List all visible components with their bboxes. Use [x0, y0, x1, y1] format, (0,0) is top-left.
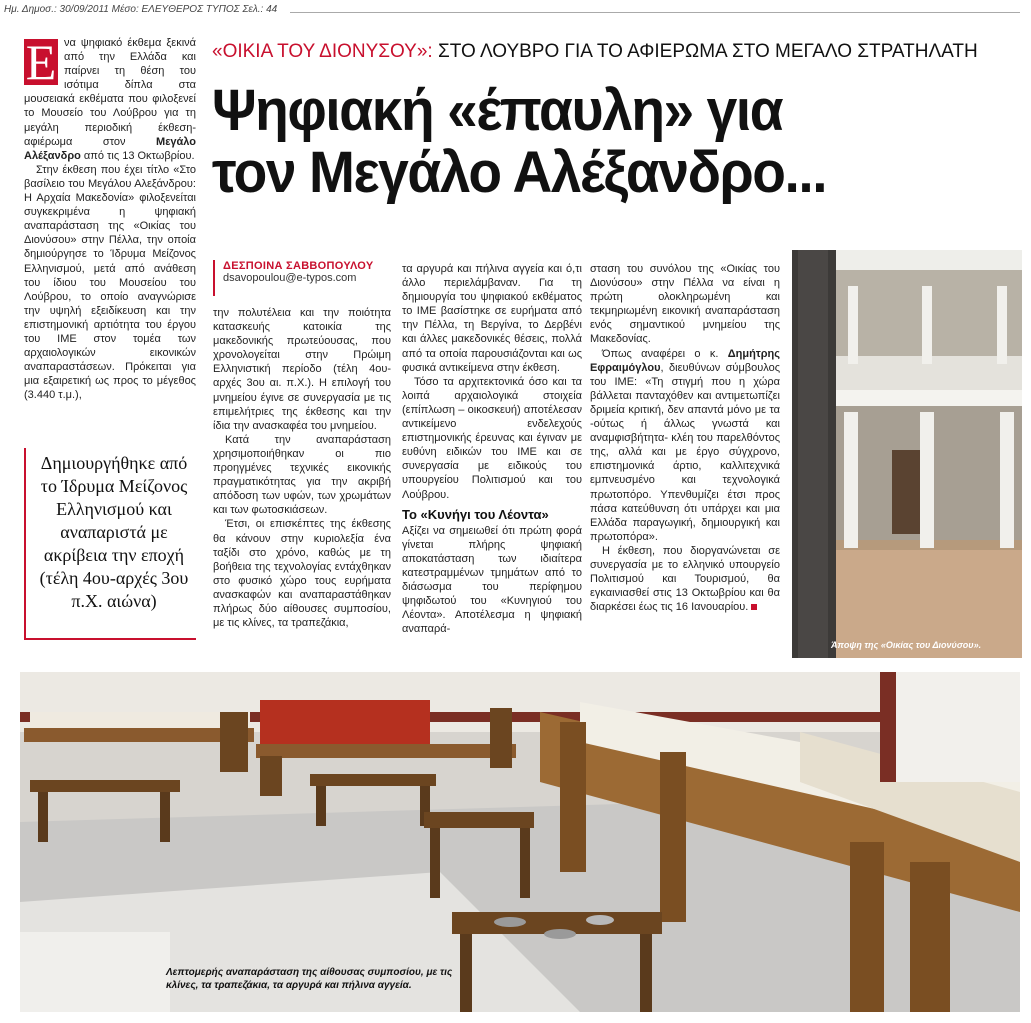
paragraph: Έτσι, οι επισκέπτες της έκθεσης θα κάνουν στην κυριολεξία ένα ταξίδι στο χρόνο, καθώς με τη βοήθεια της τεχνολογίας εντάχθηκαν στο φυσικό χώρο τους ευρήματα ανασκαφών και αναπαραστάθηκαν πλήρως δύο αίθουσες συμποσίου, με τις κλίνες, τα τραπεζάκια,	[213, 518, 391, 630]
text-run: να ψηφιακό έκθεμα ξεκινά από την Ελλάδα και παίρνει τη θέση του ισότιμα δίπλα στα μουσειακά εκθέματα που φιλοξενεί το Μουσείο του Λούβρου για τη μεγάλη περιοδική έκθεση-αφιέρωμα στον	[24, 37, 196, 148]
kicker-text: ΣΤΟ ΛΟΥΒΡΟ ΓΙΑ ΤΟ ΑΦΙΕΡΩΜΑ ΣΤΟ ΜΕΓΑΛΟ ΣΤΡΑΤΗΛΑΤΗ	[432, 41, 978, 62]
kicker-highlight: «ΟΙΚΙΑ ΤΟΥ ΔΙΟΝΥΣΟΥ»:	[212, 41, 433, 62]
text-run: Όπως αναφέρει ο κ.	[602, 347, 728, 360]
paragraph: σταση του συνόλου της «Οικίας του Διονύσου» στην Πέλλα να είναι η πρώτη ολοκληρωμένη και τεκμηριωμένη εικονική αναπαράσταση ενός σημαντικού μνημείου της Μακεδονίας.	[590, 263, 780, 346]
paragraph: Αξίζει να σημειωθεί ότι πρώτη φορά γίνεται πλήρης ψηφιακή αποκατάσταση των ιδιαίτερα κατεστραμμένων τμημάτων από το διάσωσμα του περίφημου ψηφιδωτού του «Κυνηγιού του Λέοντα». Αποτέλεσμα η ψηφιακή αναπαρά-	[402, 524, 582, 636]
paragraph: Κατά την αναπαράσταση χρησιμοποιήθηκαν οι πιο προηγμένες τεχνικές εικονικής πραγματικότητας για την ακριβή απόδοση των υφών, των χρωμάτων και των φωτοσκιάσεων.	[213, 433, 391, 517]
paragraph: τα αργυρά και πήλινα αγγεία και ό,τι άλλο περιελάμβαναν. Για τη δημιουργία του ψηφιακού εκθέματος το ΙΜΕ βασίστηκε σε ευρήματα από την Πέλλα, τη Βεργίνα, το Δερβένι και άλλες μακεδονικές θέσεις, πολλά από τα οποία παρουσιάζονται και ως φυσικά αντικείμενα στην έκθεση.	[402, 263, 582, 374]
symposium-photo	[20, 672, 1020, 1012]
paragraph	[590, 544, 780, 614]
top-rule	[290, 12, 1020, 13]
article-column-1	[24, 36, 196, 402]
text-run: , διευθύνων σύμβουλος του ΙΜΕ: «Τη στιγμή που η χώρα βάλλεται πανταχόθεν και αντιμετωπίζει δριμεία κριτική, δεν απαντά μόνο με τα -ούτως ή άλλως γνωστά και αναμφισβήτητα- κλέη του παρελθόντος της, αλλά και με έργο σύγχρονο, επιστημονικά άρτιο, καλλιτεχνικά εμπνευσμένο και τεχνολογικά πρωτοπόρο. Υπενθυμίζει έτσι προς πάσα κατεύθυνση ότι υπάρχει και μια Ελλάδα παραγωγική, δημιουργική και πρωτοπόρα».	[590, 361, 780, 543]
end-mark-icon	[751, 604, 757, 610]
house-photo	[792, 250, 1022, 658]
source-line: Ημ. Δημοσ.: 30/09/2011 Μέσο: ΕΛΕΥΘΕΡΟΣ ΤΥΠΟΣ Σελ.: 44	[4, 4, 278, 15]
photo-caption-main: Λεπτομερής αναπαράσταση της αίθουσας συμποσίου, με τις κλίνες, τα τραπεζάκια, τα αργυρά και πήλινα αγγεία.	[166, 967, 453, 991]
paragraph	[590, 347, 780, 544]
author-email[interactable]: dsavopoulou@e-typos.com	[223, 272, 357, 284]
drop-cap: Ε	[25, 34, 57, 90]
article-column-2	[213, 306, 391, 630]
symposium-illustration	[20, 672, 1020, 1012]
bold-run: Δημήτρης Εφραιμόγλου	[590, 347, 780, 374]
paragraph: Στην έκθεση που έχει τίτλο «Στο βασίλειο του Μεγάλου Αλεξάνδρου: Η Αρχαία Μακεδονία» φιλοξενείται συγκεκριμένα η ψηφιακή αναπαράσταση της «Οικίας του Διονύσου» στην Πέλλα, την οποία δημιούργησε το Ίδρυμα Μείζονος Ελληνισμού, μετά από ανάθεση του ίδιου του Μουσείου του Λούβρου, το οποίο αναγνώρισε την υψηλή εξειδίκευση και την επιστημονική αρτιότητα του έργου του ΙΜΕ στον τομέα των αρχαιολογικών εικονικών αναπαραστάσεων. Πρόκειται για μια εξαιρετική ως προς το μέγεθος (3.440 τ.μ.),	[24, 163, 196, 402]
kicker	[212, 40, 1024, 64]
headline	[212, 80, 983, 204]
house-illustration	[792, 250, 1022, 658]
headline-line-2: τον Μεγάλο Αλέξανδρο...	[212, 140, 827, 205]
article-column-3	[402, 262, 582, 636]
headline-line-1: Ψηφιακή «έπαυλη» για	[212, 78, 783, 143]
paragraph: Τόσο τα αρχιτεκτονικά όσο και τα λοιπά αρχαιολογικά στοιχεία (επίπλωση – οικοσκευή) αποτέλεσαν αντικείμενο ενδελεχούς επιστημονικής έρευνας και έγιναν με ευθύνη ειδικών του ΙΜΕ και σε συνεργασία με ειδικούς του υπουργείου Πολιτισμού και του Λούβρου.	[402, 375, 582, 501]
byline	[213, 260, 385, 296]
author-name: ΔΕΣΠΟΙΝΑ ΣΑΒΒΟΠΟΥΛΟΥ	[223, 260, 374, 272]
photo-caption-top: Άποψη της «Οικίας του Διονύσου».	[831, 640, 982, 650]
pull-quote: Δημιουργήθηκε από το Ίδρυμα Μείζονος Ελληνισμού και αναπαριστά με ακρίβεια την εποχή (τέλη 4ου-αρχές 3ου π.Χ. αιώνα)	[24, 448, 196, 640]
text-run: Η έκθεση, που διοργανώνεται σε συνεργασία με το ελληνικό υπουργείο Πολιτισμού και Τουρισμού, θα εγκαινιασθεί στις 13 Οκτωβρίου και θα διαρκέσει έως τις 16 Ιανουαρίου.	[590, 544, 780, 614]
subheading: Το «Κυνήγι του Λέοντα»	[402, 506, 549, 522]
article-column-4	[590, 262, 780, 614]
paragraph: την πολυτέλεια και την ποιότητα κατασκευής κατοικία της μακεδονικής πρωτεύουσας, που χρονολογείται στην Πρώιμη Ελληνιστική περίοδο (τέλη 4ου-αρχές 3ου αι. π.Χ.). Η επιλογή του μνημείου έγινε σε συνεργασία με τις επιμελήτριες της έκθεσης και την ίδια την ανασκαφέα του μνημείου.	[213, 307, 391, 432]
text-run: από τις 13 Οκτωβρίου.	[80, 149, 195, 162]
bold-run: Μεγάλο Αλέξανδρο	[24, 135, 196, 162]
